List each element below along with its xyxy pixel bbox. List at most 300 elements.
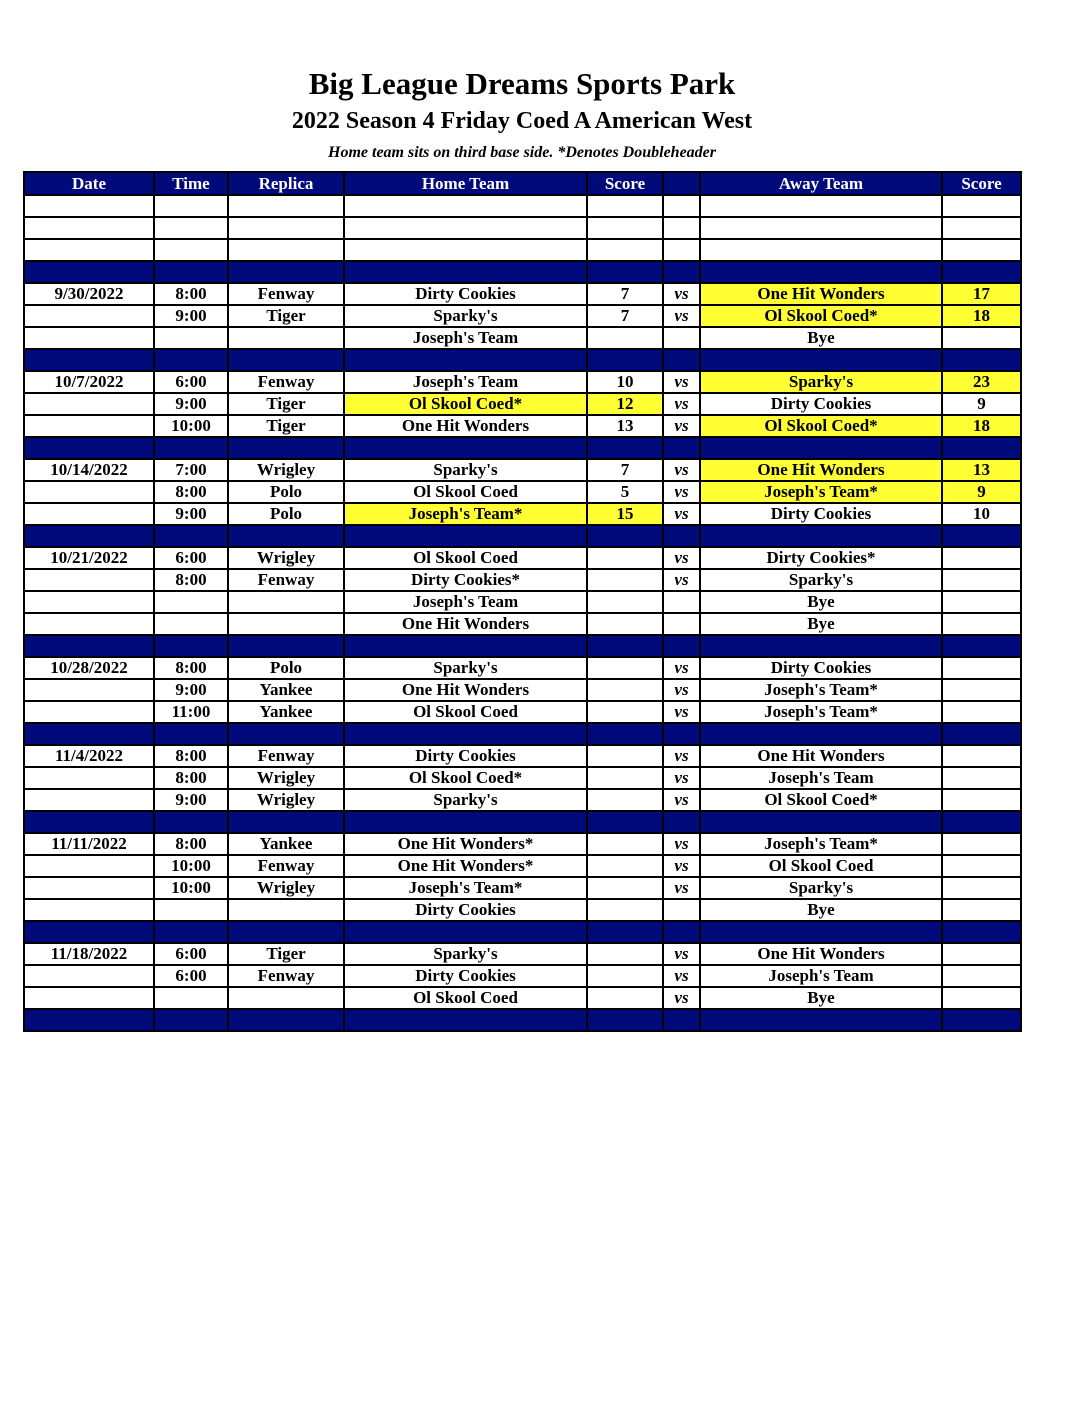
away-score-cell: [942, 657, 1021, 679]
date-cell: 9/30/2022: [24, 283, 154, 305]
away-team-cell: [700, 261, 942, 283]
vs-cell: [663, 811, 700, 833]
home-score-cell: [587, 767, 663, 789]
home-score-cell: 5: [587, 481, 663, 503]
replica-cell: Tiger: [228, 393, 344, 415]
date-cell: 11/4/2022: [24, 745, 154, 767]
time-cell: 8:00: [154, 657, 228, 679]
away-team-cell: Ol Skool Coed*: [700, 305, 942, 327]
away-score-cell: [942, 789, 1021, 811]
away-team-cell: Joseph's Team: [700, 965, 942, 987]
home-score-cell: [587, 349, 663, 371]
home-team-cell: [344, 437, 587, 459]
home-team-cell: Sparky's: [344, 459, 587, 481]
date-cell: [24, 701, 154, 723]
table-row: [24, 481, 1021, 503]
home-score-cell: [587, 899, 663, 921]
time-cell: [154, 217, 228, 239]
away-team-cell: Ol Skool Coed*: [700, 789, 942, 811]
table-row: [24, 833, 1021, 855]
away-team-cell: [700, 525, 942, 547]
replica-cell: Wrigley: [228, 789, 344, 811]
away-score-cell: [942, 921, 1021, 943]
vs-cell: vs: [663, 305, 700, 327]
home-team-cell: [344, 811, 587, 833]
replica-cell: Wrigley: [228, 459, 344, 481]
separator-row: [24, 723, 1021, 745]
home-score-cell: 15: [587, 503, 663, 525]
home-score-cell: [587, 855, 663, 877]
time-cell: 10:00: [154, 415, 228, 437]
away-score-cell: [942, 349, 1021, 371]
time-cell: 9:00: [154, 789, 228, 811]
home-score-cell: [587, 833, 663, 855]
time-cell: 8:00: [154, 481, 228, 503]
home-team-cell: Joseph's Team: [344, 591, 587, 613]
vs-cell: vs: [663, 833, 700, 855]
away-score-cell: [942, 855, 1021, 877]
home-score-cell: 13: [587, 415, 663, 437]
time-cell: 7:00: [154, 459, 228, 481]
home-team-cell: Sparky's: [344, 305, 587, 327]
vs-cell: [663, 437, 700, 459]
date-cell: [24, 261, 154, 283]
away-team-cell: Joseph's Team*: [700, 679, 942, 701]
away-score-cell: 18: [942, 305, 1021, 327]
home-score-cell: [587, 745, 663, 767]
home-team-cell: Dirty Cookies: [344, 965, 587, 987]
home-team-cell: [344, 261, 587, 283]
blank-row: [24, 239, 1021, 261]
away-score-cell: 18: [942, 415, 1021, 437]
date-cell: [24, 789, 154, 811]
away-team-cell: Joseph's Team*: [700, 481, 942, 503]
date-cell: [24, 195, 154, 217]
time-cell: [154, 437, 228, 459]
replica-cell: Fenway: [228, 965, 344, 987]
away-score-cell: [942, 943, 1021, 965]
vs-cell: [663, 899, 700, 921]
home-team-cell: Joseph's Team: [344, 371, 587, 393]
home-score-cell: [587, 547, 663, 569]
time-cell: [154, 811, 228, 833]
home-score-cell: 7: [587, 459, 663, 481]
date-cell: 10/21/2022: [24, 547, 154, 569]
replica-cell: Tiger: [228, 415, 344, 437]
away-score-cell: 9: [942, 481, 1021, 503]
away-score-cell: [942, 195, 1021, 217]
vs-cell: vs: [663, 503, 700, 525]
table-row: [24, 745, 1021, 767]
away-score-cell: 23: [942, 371, 1021, 393]
time-cell: 10:00: [154, 877, 228, 899]
table-row: [24, 987, 1021, 1009]
table-row: [24, 767, 1021, 789]
time-cell: [154, 525, 228, 547]
away-score-cell: [942, 239, 1021, 261]
vs-cell: vs: [663, 371, 700, 393]
vs-cell: vs: [663, 283, 700, 305]
time-cell: 11:00: [154, 701, 228, 723]
replica-cell: [228, 239, 344, 261]
time-cell: [154, 635, 228, 657]
away-team-cell: Dirty Cookies: [700, 503, 942, 525]
vs-cell: [663, 921, 700, 943]
table-row: [24, 899, 1021, 921]
vs-cell: [663, 217, 700, 239]
date-cell: [24, 987, 154, 1009]
away-score-cell: [942, 811, 1021, 833]
home-score-cell: 12: [587, 393, 663, 415]
time-cell: 8:00: [154, 745, 228, 767]
away-team-cell: [700, 1009, 942, 1031]
home-score-cell: [587, 437, 663, 459]
away-score-cell: [942, 261, 1021, 283]
vs-cell: vs: [663, 701, 700, 723]
time-cell: [154, 723, 228, 745]
away-team-cell: Joseph's Team*: [700, 701, 942, 723]
vs-cell: vs: [663, 943, 700, 965]
away-score-cell: [942, 701, 1021, 723]
home-team-cell: Sparky's: [344, 943, 587, 965]
away-score-cell: [942, 899, 1021, 921]
date-cell: 10/28/2022: [24, 657, 154, 679]
vs-cell: vs: [663, 767, 700, 789]
date-cell: [24, 921, 154, 943]
home-team-cell: [344, 217, 587, 239]
home-team-cell: One Hit Wonders: [344, 679, 587, 701]
time-cell: [154, 899, 228, 921]
replica-cell: [228, 591, 344, 613]
time-cell: 9:00: [154, 679, 228, 701]
away-team-cell: [700, 217, 942, 239]
page-title: Big League Dreams Sports Park: [308, 66, 736, 101]
home-score-cell: [587, 657, 663, 679]
away-team-cell: Joseph's Team*: [700, 833, 942, 855]
date-cell: [24, 217, 154, 239]
away-score-cell: [942, 965, 1021, 987]
home-score-cell: [587, 1009, 663, 1031]
separator-row: [24, 525, 1021, 547]
date-cell: 10/7/2022: [24, 371, 154, 393]
home-team-cell: One Hit Wonders: [344, 613, 587, 635]
away-score-cell: [942, 569, 1021, 591]
home-score-cell: [587, 987, 663, 1009]
vs-cell: [663, 1009, 700, 1031]
home-score-cell: [587, 591, 663, 613]
home-team-cell: Dirty Cookies: [344, 283, 587, 305]
separator-row: [24, 349, 1021, 371]
home-score-cell: [587, 525, 663, 547]
table-row: [24, 877, 1021, 899]
home-score-cell: [587, 921, 663, 943]
date-cell: [24, 569, 154, 591]
home-team-cell: Ol Skool Coed*: [344, 393, 587, 415]
replica-cell: Wrigley: [228, 877, 344, 899]
date-cell: [24, 327, 154, 349]
date-cell: [24, 965, 154, 987]
replica-cell: [228, 525, 344, 547]
away-team-cell: Ol Skool Coed: [700, 855, 942, 877]
vs-cell: vs: [663, 789, 700, 811]
vs-cell: [663, 239, 700, 261]
vs-cell: vs: [663, 855, 700, 877]
replica-cell: Yankee: [228, 701, 344, 723]
date-cell: [24, 393, 154, 415]
replica-cell: Polo: [228, 657, 344, 679]
col-header-vs: [663, 172, 700, 195]
home-team-cell: [344, 635, 587, 657]
time-cell: 9:00: [154, 305, 228, 327]
time-cell: [154, 195, 228, 217]
home-score-cell: [587, 569, 663, 591]
replica-cell: [228, 327, 344, 349]
table-row: [24, 613, 1021, 635]
home-score-cell: [587, 811, 663, 833]
vs-cell: vs: [663, 481, 700, 503]
time-cell: [154, 1009, 228, 1031]
home-team-cell: One Hit Wonders*: [344, 833, 587, 855]
away-team-cell: [700, 921, 942, 943]
col-header-away-team: Away Team: [700, 172, 942, 195]
date-cell: [24, 855, 154, 877]
home-score-cell: 7: [587, 283, 663, 305]
table-row: [24, 503, 1021, 525]
away-score-cell: [942, 591, 1021, 613]
table-row: [24, 371, 1021, 393]
vs-cell: vs: [663, 877, 700, 899]
table-row: [24, 657, 1021, 679]
replica-cell: Tiger: [228, 305, 344, 327]
blank-row: [24, 217, 1021, 239]
home-team-cell: [344, 349, 587, 371]
home-team-cell: Ol Skool Coed: [344, 481, 587, 503]
away-team-cell: Sparky's: [700, 371, 942, 393]
table-row: [24, 283, 1021, 305]
replica-cell: [228, 261, 344, 283]
replica-cell: Wrigley: [228, 767, 344, 789]
time-cell: [154, 239, 228, 261]
time-cell: 8:00: [154, 283, 228, 305]
time-cell: [154, 349, 228, 371]
home-score-cell: [587, 679, 663, 701]
replica-cell: [228, 613, 344, 635]
away-team-cell: [700, 437, 942, 459]
home-score-cell: [587, 217, 663, 239]
away-score-cell: [942, 987, 1021, 1009]
replica-cell: Fenway: [228, 745, 344, 767]
table-row: [24, 305, 1021, 327]
time-cell: 8:00: [154, 569, 228, 591]
table-header-row: [24, 172, 1021, 195]
replica-cell: [228, 635, 344, 657]
away-team-cell: Bye: [700, 987, 942, 1009]
away-team-cell: Sparky's: [700, 877, 942, 899]
table-row: [24, 965, 1021, 987]
date-cell: [24, 899, 154, 921]
schedule-note: Home team sits on third base side. *Denotes Doubleheader: [328, 144, 716, 161]
away-team-cell: Ol Skool Coed*: [700, 415, 942, 437]
home-team-cell: [344, 525, 587, 547]
replica-cell: Yankee: [228, 679, 344, 701]
vs-cell: [663, 723, 700, 745]
col-header-home-team: Home Team: [344, 172, 587, 195]
table-row: [24, 393, 1021, 415]
away-score-cell: [942, 613, 1021, 635]
vs-cell: [663, 261, 700, 283]
vs-cell: [663, 349, 700, 371]
separator-row: [24, 921, 1021, 943]
away-team-cell: Bye: [700, 327, 942, 349]
away-score-cell: 13: [942, 459, 1021, 481]
away-team-cell: [700, 811, 942, 833]
home-score-cell: [587, 613, 663, 635]
time-cell: 6:00: [154, 965, 228, 987]
replica-cell: Fenway: [228, 283, 344, 305]
time-cell: [154, 987, 228, 1009]
away-score-cell: [942, 877, 1021, 899]
vs-cell: vs: [663, 459, 700, 481]
replica-cell: Fenway: [228, 371, 344, 393]
home-score-cell: [587, 723, 663, 745]
date-cell: 11/18/2022: [24, 943, 154, 965]
table-row: [24, 459, 1021, 481]
home-team-cell: One Hit Wonders: [344, 415, 587, 437]
home-score-cell: [587, 239, 663, 261]
replica-cell: [228, 1009, 344, 1031]
home-team-cell: Ol Skool Coed: [344, 547, 587, 569]
date-cell: 11/11/2022: [24, 833, 154, 855]
away-score-cell: [942, 679, 1021, 701]
away-score-cell: 10: [942, 503, 1021, 525]
away-team-cell: Bye: [700, 899, 942, 921]
date-cell: [24, 415, 154, 437]
page-subtitle: 2022 Season 4 Friday Coed A American West: [291, 108, 753, 134]
home-score-cell: 7: [587, 305, 663, 327]
replica-cell: [228, 195, 344, 217]
vs-cell: vs: [663, 679, 700, 701]
table-row: [24, 943, 1021, 965]
date-cell: [24, 503, 154, 525]
away-score-cell: [942, 217, 1021, 239]
home-score-cell: [587, 635, 663, 657]
home-score-cell: [587, 877, 663, 899]
vs-cell: vs: [663, 547, 700, 569]
separator-row: [24, 261, 1021, 283]
vs-cell: vs: [663, 657, 700, 679]
schedule-body: [24, 195, 1021, 1031]
time-cell: 8:00: [154, 767, 228, 789]
table-row: [24, 415, 1021, 437]
away-score-cell: [942, 327, 1021, 349]
home-score-cell: [587, 261, 663, 283]
replica-cell: Fenway: [228, 855, 344, 877]
col-header-home-score: Score: [587, 172, 663, 195]
date-cell: [24, 239, 154, 261]
home-team-cell: Sparky's: [344, 789, 587, 811]
away-team-cell: One Hit Wonders: [700, 745, 942, 767]
date-cell: [24, 679, 154, 701]
home-team-cell: Dirty Cookies: [344, 899, 587, 921]
away-score-cell: [942, 525, 1021, 547]
home-team-cell: Joseph's Team: [344, 327, 587, 349]
time-cell: 6:00: [154, 943, 228, 965]
vs-cell: [663, 635, 700, 657]
time-cell: 6:00: [154, 547, 228, 569]
away-team-cell: Bye: [700, 613, 942, 635]
date-cell: [24, 877, 154, 899]
time-cell: [154, 591, 228, 613]
replica-cell: [228, 899, 344, 921]
home-score-cell: [587, 965, 663, 987]
replica-cell: Yankee: [228, 833, 344, 855]
vs-cell: vs: [663, 415, 700, 437]
replica-cell: Fenway: [228, 569, 344, 591]
home-team-cell: Sparky's: [344, 657, 587, 679]
separator-row: [24, 437, 1021, 459]
away-team-cell: One Hit Wonders: [700, 459, 942, 481]
col-header-date: Date: [24, 172, 154, 195]
blank-row: [24, 195, 1021, 217]
away-team-cell: [700, 349, 942, 371]
vs-cell: [663, 591, 700, 613]
away-score-cell: [942, 437, 1021, 459]
replica-cell: [228, 723, 344, 745]
home-score-cell: [587, 327, 663, 349]
home-score-cell: [587, 789, 663, 811]
home-score-cell: 10: [587, 371, 663, 393]
away-score-cell: 17: [942, 283, 1021, 305]
home-team-cell: Ol Skool Coed*: [344, 767, 587, 789]
replica-cell: [228, 921, 344, 943]
schedule-table: [23, 171, 1022, 1032]
away-team-cell: Joseph's Team: [700, 767, 942, 789]
time-cell: 6:00: [154, 371, 228, 393]
away-score-cell: [942, 547, 1021, 569]
vs-cell: [663, 525, 700, 547]
vs-cell: [663, 613, 700, 635]
table-row: [24, 789, 1021, 811]
date-cell: [24, 305, 154, 327]
away-team-cell: Bye: [700, 591, 942, 613]
time-cell: [154, 327, 228, 349]
time-cell: 8:00: [154, 833, 228, 855]
date-cell: [24, 767, 154, 789]
date-cell: [24, 635, 154, 657]
away-score-cell: [942, 635, 1021, 657]
vs-cell: vs: [663, 965, 700, 987]
away-score-cell: 9: [942, 393, 1021, 415]
separator-row: [24, 1009, 1021, 1031]
date-cell: [24, 613, 154, 635]
vs-cell: [663, 195, 700, 217]
home-team-cell: [344, 239, 587, 261]
date-cell: [24, 481, 154, 503]
date-cell: [24, 349, 154, 371]
time-cell: [154, 921, 228, 943]
col-header-time: Time: [154, 172, 228, 195]
replica-cell: Polo: [228, 503, 344, 525]
replica-cell: Tiger: [228, 943, 344, 965]
away-team-cell: One Hit Wonders: [700, 943, 942, 965]
away-team-cell: [700, 723, 942, 745]
away-score-cell: [942, 1009, 1021, 1031]
away-team-cell: [700, 239, 942, 261]
away-score-cell: [942, 833, 1021, 855]
replica-cell: [228, 811, 344, 833]
table-row: [24, 569, 1021, 591]
replica-cell: [228, 217, 344, 239]
